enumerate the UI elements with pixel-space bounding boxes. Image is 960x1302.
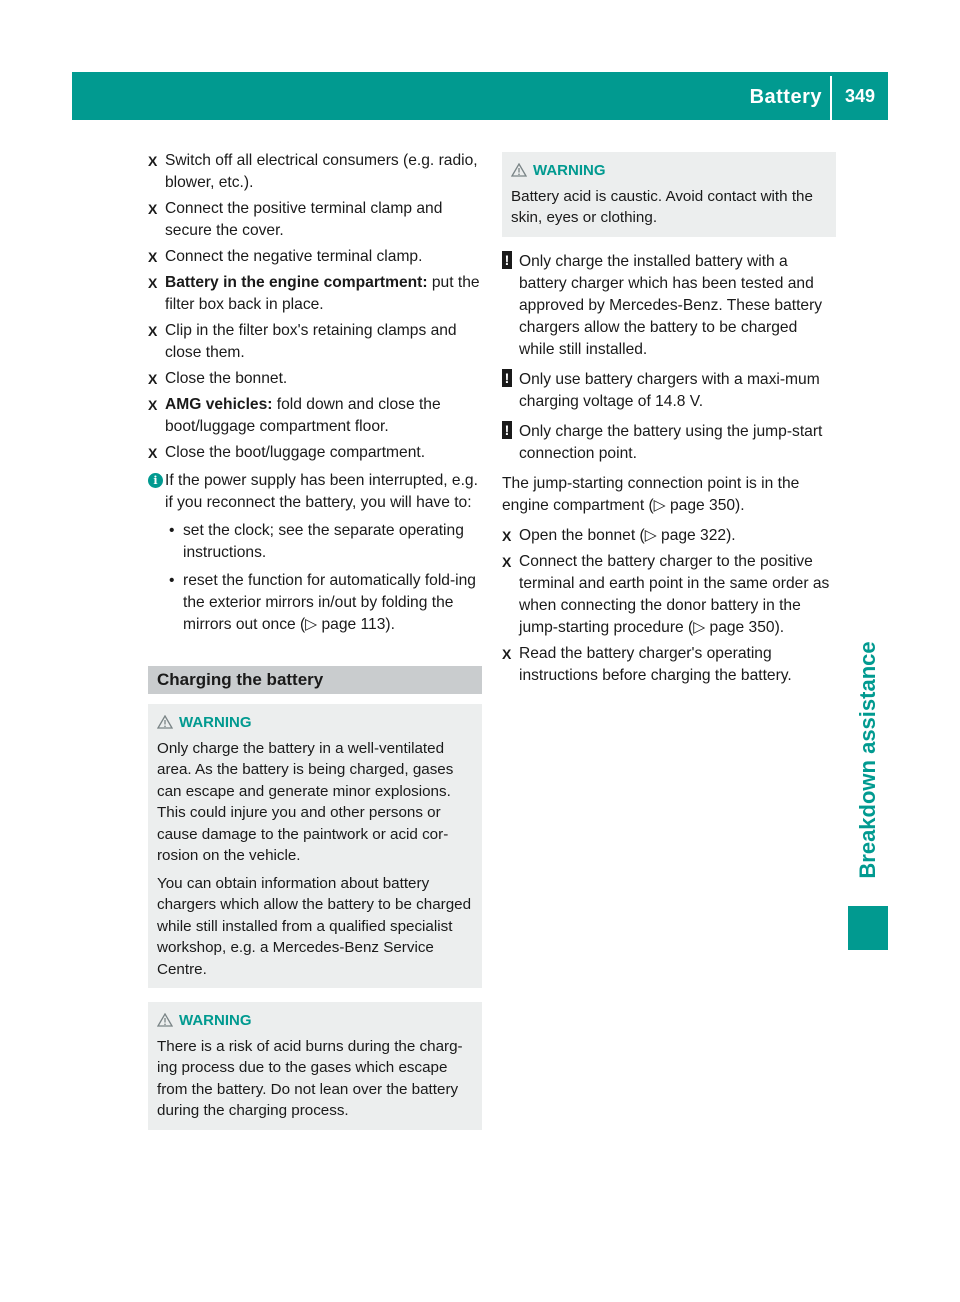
warning-text: Battery acid is caustic. Avoid contact with the skin, eyes or clothing. [511, 187, 813, 226]
bullet-icon: • [169, 572, 175, 589]
step-arrow-icon: X [502, 553, 512, 570]
section-heading: Charging the battery [148, 666, 482, 694]
step-arrow-icon: X [148, 153, 158, 169]
step-item: X Connect the battery charger to the positive terminal and earth point in the same order as when connecting the donor battery in the jump-starting procedure (▷ page 350). [502, 552, 830, 636]
side-tab [848, 610, 888, 910]
step-arrow-icon: X [502, 527, 512, 544]
step-arrow-icon: X [148, 371, 158, 387]
page-header-bar [72, 72, 888, 120]
side-tab-block [848, 906, 888, 950]
step-arrow-icon: X [148, 323, 158, 339]
right-column [502, 150, 836, 691]
info-icon: i [148, 473, 163, 488]
warning-title: WARNING [157, 1010, 474, 1032]
left-column [148, 150, 482, 1130]
step-arrow-icon: X [502, 645, 512, 662]
step-item: X AMG vehicles: fold down and close the boot/luggage compartment floor. [148, 396, 441, 435]
warning-triangle-icon [157, 715, 173, 729]
warning-title: WARNING [157, 712, 474, 734]
list-item: • reset the function for automatically fold-ing the exterior mirrors in/out by folding the mirrors out once (▷ page 113). [169, 572, 476, 633]
step-arrow-icon: X [148, 201, 158, 217]
step-item: X Battery in the engine compartment: put the filter box back in place. [148, 274, 480, 313]
step-item: X Switch off all electrical consumers (e.g. radio, blower, etc.). [148, 152, 478, 191]
step-arrow-icon: X [148, 275, 158, 291]
step-item: X Clip in the filter box's retaining clamps and close them. [148, 322, 457, 361]
warning-text: Only charge the battery in a well-ventilated area. As the battery is being charged, gases can escape and generate minor explosions. This could injure you and other persons or cause damage to the paintwork or acid cor-rosion on the vehicle. [157, 739, 454, 864]
caution-note: ! Only charge the installed battery with a battery charger which has been tested and approved by Mercedes-Benz. These battery chargers allow the battery to be charged while still installed. [502, 251, 836, 361]
step-item: X Open the bonnet (▷ page 322). [502, 525, 836, 547]
caution-note: ! Only charge the battery using the jump-start connection point. [502, 421, 836, 465]
warning-box [148, 1002, 482, 1130]
side-tab-label: Breakdown assistance [855, 641, 880, 879]
step-item: X Close the bonnet. [148, 368, 482, 390]
list-item: • set the clock; see the separate operating instructions. [169, 522, 464, 561]
info-note: i If the power supply has been interrupted, e.g. if you reconnect the battery, you will have to: [148, 470, 482, 514]
exclamation-icon: ! [502, 421, 512, 439]
bullet-icon: • [169, 522, 175, 539]
step-item: X Close the boot/luggage compartment. [148, 442, 482, 464]
warning-box [148, 704, 482, 988]
warning-title: WARNING [511, 160, 828, 182]
section-title: Battery [749, 86, 822, 108]
body-paragraph: The jump-starting connection point is in the engine compartment (▷ page 350). [502, 474, 800, 514]
step-item: X Read the battery charger's operating instructions before charging the battery. [502, 644, 792, 684]
page-number: 349 [844, 86, 876, 106]
exclamation-icon: ! [502, 369, 512, 387]
warning-text: You can obtain information about battery chargers which allow the battery to be charged while still installed from a qualified specialist workshop, e.g. a Mercedes-Benz Service Centre. [157, 874, 472, 978]
step-item: X Connect the positive terminal clamp and secure the cover. [148, 200, 443, 239]
caution-note: ! Only use battery chargers with a maxi-mum charging voltage of 14.8 V. [502, 369, 836, 413]
step-item: X Connect the negative terminal clamp. [148, 246, 482, 268]
exclamation-icon: ! [502, 251, 512, 269]
warning-text: There is a risk of acid burns during the charg-ing process due to the gases which escape from the battery. Do not lean over the battery during the charging process. [157, 1037, 463, 1119]
step-arrow-icon: X [148, 249, 158, 265]
warning-triangle-icon [157, 1013, 173, 1027]
warning-box [502, 152, 836, 237]
step-arrow-icon: X [148, 445, 158, 461]
warning-triangle-icon [511, 163, 527, 177]
step-arrow-icon: X [148, 397, 158, 413]
